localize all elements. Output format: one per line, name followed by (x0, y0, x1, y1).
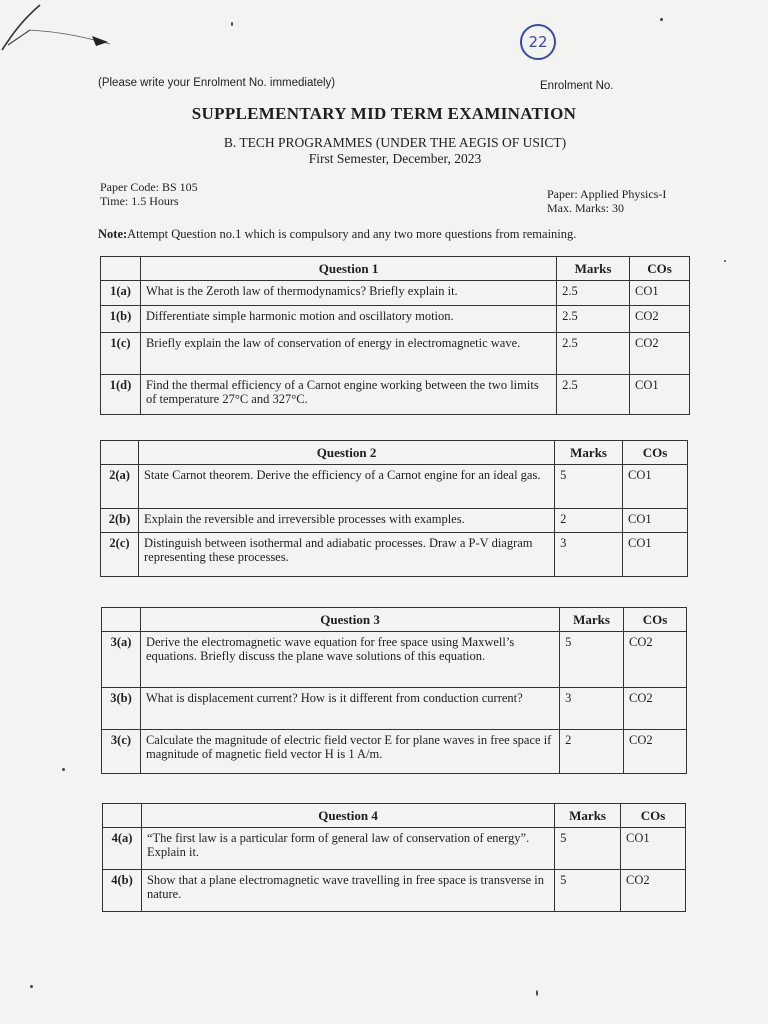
table-row (101, 465, 688, 509)
question-heading: Question 4 (141, 804, 554, 828)
question-co: CO2 (624, 688, 687, 730)
question-marks: 5 (555, 828, 621, 870)
question-marks: 2.5 (557, 281, 630, 306)
question-number: 3(a) (102, 632, 141, 688)
cos-header: COs (630, 257, 690, 281)
table-row (101, 509, 688, 533)
question-text: Derive the electromagnetic wave equation for free space using Maxwell’s equations. Briefly discuss the plane wave solutions of this equation. (140, 632, 559, 688)
table-row (101, 333, 690, 375)
enrolment-instruction: (Please write your Enrolment No. immediately) (98, 77, 336, 89)
marks-header: Marks (557, 257, 630, 281)
speck (62, 768, 65, 771)
question-co: CO1 (623, 533, 688, 577)
blank-header (101, 257, 141, 281)
question-co: CO1 (623, 465, 688, 509)
question-marks: 5 (555, 870, 621, 912)
question-text: Differentiate simple harmonic motion and oscillatory motion. (140, 306, 556, 333)
table-row (101, 375, 690, 415)
speck (30, 985, 33, 988)
question-number: 4(b) (103, 870, 142, 912)
question-table-1 (100, 256, 690, 415)
question-heading: Question 3 (140, 608, 559, 632)
question-heading: Question 2 (138, 441, 554, 465)
question-text: Distinguish between isothermal and adiabatic processes. Draw a P-V diagram representing these processes. (138, 533, 554, 577)
marks-header: Marks (555, 804, 621, 828)
exam-title: SUPPLEMENTARY MID TERM EXAMINATION (191, 104, 577, 123)
question-co: CO1 (621, 828, 686, 870)
circled-page-mark (520, 24, 556, 60)
table-row (101, 533, 688, 577)
paper-info-right (547, 187, 666, 215)
note-label: Note: (98, 227, 128, 241)
question-number: 1(c) (101, 333, 141, 375)
question-number: 3(c) (102, 730, 141, 774)
question-number: 3(b) (102, 688, 141, 730)
exam-time: Time: 1.5 Hours (100, 194, 179, 208)
question-text: What is the Zeroth law of thermodynamics? Briefly explain it. (140, 281, 556, 306)
question-marks: 2 (555, 509, 623, 533)
question-text: Briefly explain the law of conservation of energy in electromagnetic wave. (140, 333, 556, 375)
question-marks: 3 (560, 688, 624, 730)
question-table-3 (101, 607, 687, 774)
question-table-2 (100, 440, 688, 577)
question-co: CO2 (624, 632, 687, 688)
question-number: 2(b) (101, 509, 139, 533)
table-row (101, 281, 690, 306)
question-number: 2(c) (101, 533, 139, 577)
table-row (102, 688, 687, 730)
pen-scribble (0, 0, 140, 70)
question-number: 1(d) (101, 375, 141, 415)
question-text: State Carnot theorem. Derive the efficiency of a Carnot engine for an ideal gas. (138, 465, 554, 509)
speck (231, 22, 233, 26)
question-co: CO1 (630, 281, 690, 306)
question-text: Calculate the magnitude of electric field vector E for plane waves in free space if magnitude of magnetic field vector H is 1 A/m. (140, 730, 559, 774)
note-line (98, 227, 576, 242)
question-co: CO1 (630, 375, 690, 415)
question-number: 2(a) (101, 465, 139, 509)
marks-header: Marks (555, 441, 623, 465)
semester-line: First Semester, December, 2023 (308, 151, 482, 166)
question-text: Find the thermal efficiency of a Carnot engine working between the two limits of temperature 27°C and 327°C. (140, 375, 556, 415)
question-text: “The first law is a particular form of general law of conservation of energy”. Explain it. (141, 828, 554, 870)
paper-code: Paper Code: BS 105 (100, 180, 198, 194)
blank-header (101, 441, 139, 465)
question-number: 4(a) (103, 828, 142, 870)
speck (660, 18, 663, 21)
question-co: CO1 (623, 509, 688, 533)
question-text: What is displacement current? How is it different from conduction current? (140, 688, 559, 730)
table-row (102, 632, 687, 688)
cos-header: COs (623, 441, 688, 465)
question-marks: 2.5 (557, 306, 630, 333)
question-text: Show that a plane electromagnetic wave travelling in free space is transverse in nature. (141, 870, 554, 912)
cos-header: COs (624, 608, 687, 632)
marks-header: Marks (560, 608, 624, 632)
question-text: Explain the reversible and irreversible processes with examples. (138, 509, 554, 533)
question-co: CO2 (630, 333, 690, 375)
paper-info-left (100, 180, 198, 208)
table-row (103, 870, 686, 912)
question-marks: 3 (555, 533, 623, 577)
note-text: Attempt Question no.1 which is compulsory and any two more questions from remaining. (127, 227, 577, 241)
table-row (101, 306, 690, 333)
question-marks: 2.5 (557, 375, 630, 415)
paper-name: Paper: Applied Physics-I (547, 187, 667, 201)
question-marks: 2.5 (557, 333, 630, 375)
question-number: 1(a) (101, 281, 141, 306)
question-co: CO2 (630, 306, 690, 333)
question-marks: 5 (560, 632, 624, 688)
programme-subtitle: B. TECH PROGRAMMES (UNDER THE AEGIS OF USICT) (223, 135, 567, 150)
blank-header (103, 804, 142, 828)
question-co: CO2 (621, 870, 686, 912)
table-row (102, 730, 687, 774)
max-marks: Max. Marks: 30 (547, 201, 624, 215)
question-marks: 2 (560, 730, 624, 774)
question-heading: Question 1 (140, 257, 556, 281)
speck (724, 260, 726, 262)
blank-header (102, 608, 141, 632)
question-marks: 5 (555, 465, 623, 509)
question-co: CO2 (624, 730, 687, 774)
question-table-4 (102, 803, 686, 912)
circled-number: 22 (528, 33, 548, 51)
speck (536, 990, 538, 996)
enrolment-label: Enrolment No. (540, 80, 614, 92)
table-row (103, 828, 686, 870)
question-number: 1(b) (101, 306, 141, 333)
cos-header: COs (621, 804, 686, 828)
